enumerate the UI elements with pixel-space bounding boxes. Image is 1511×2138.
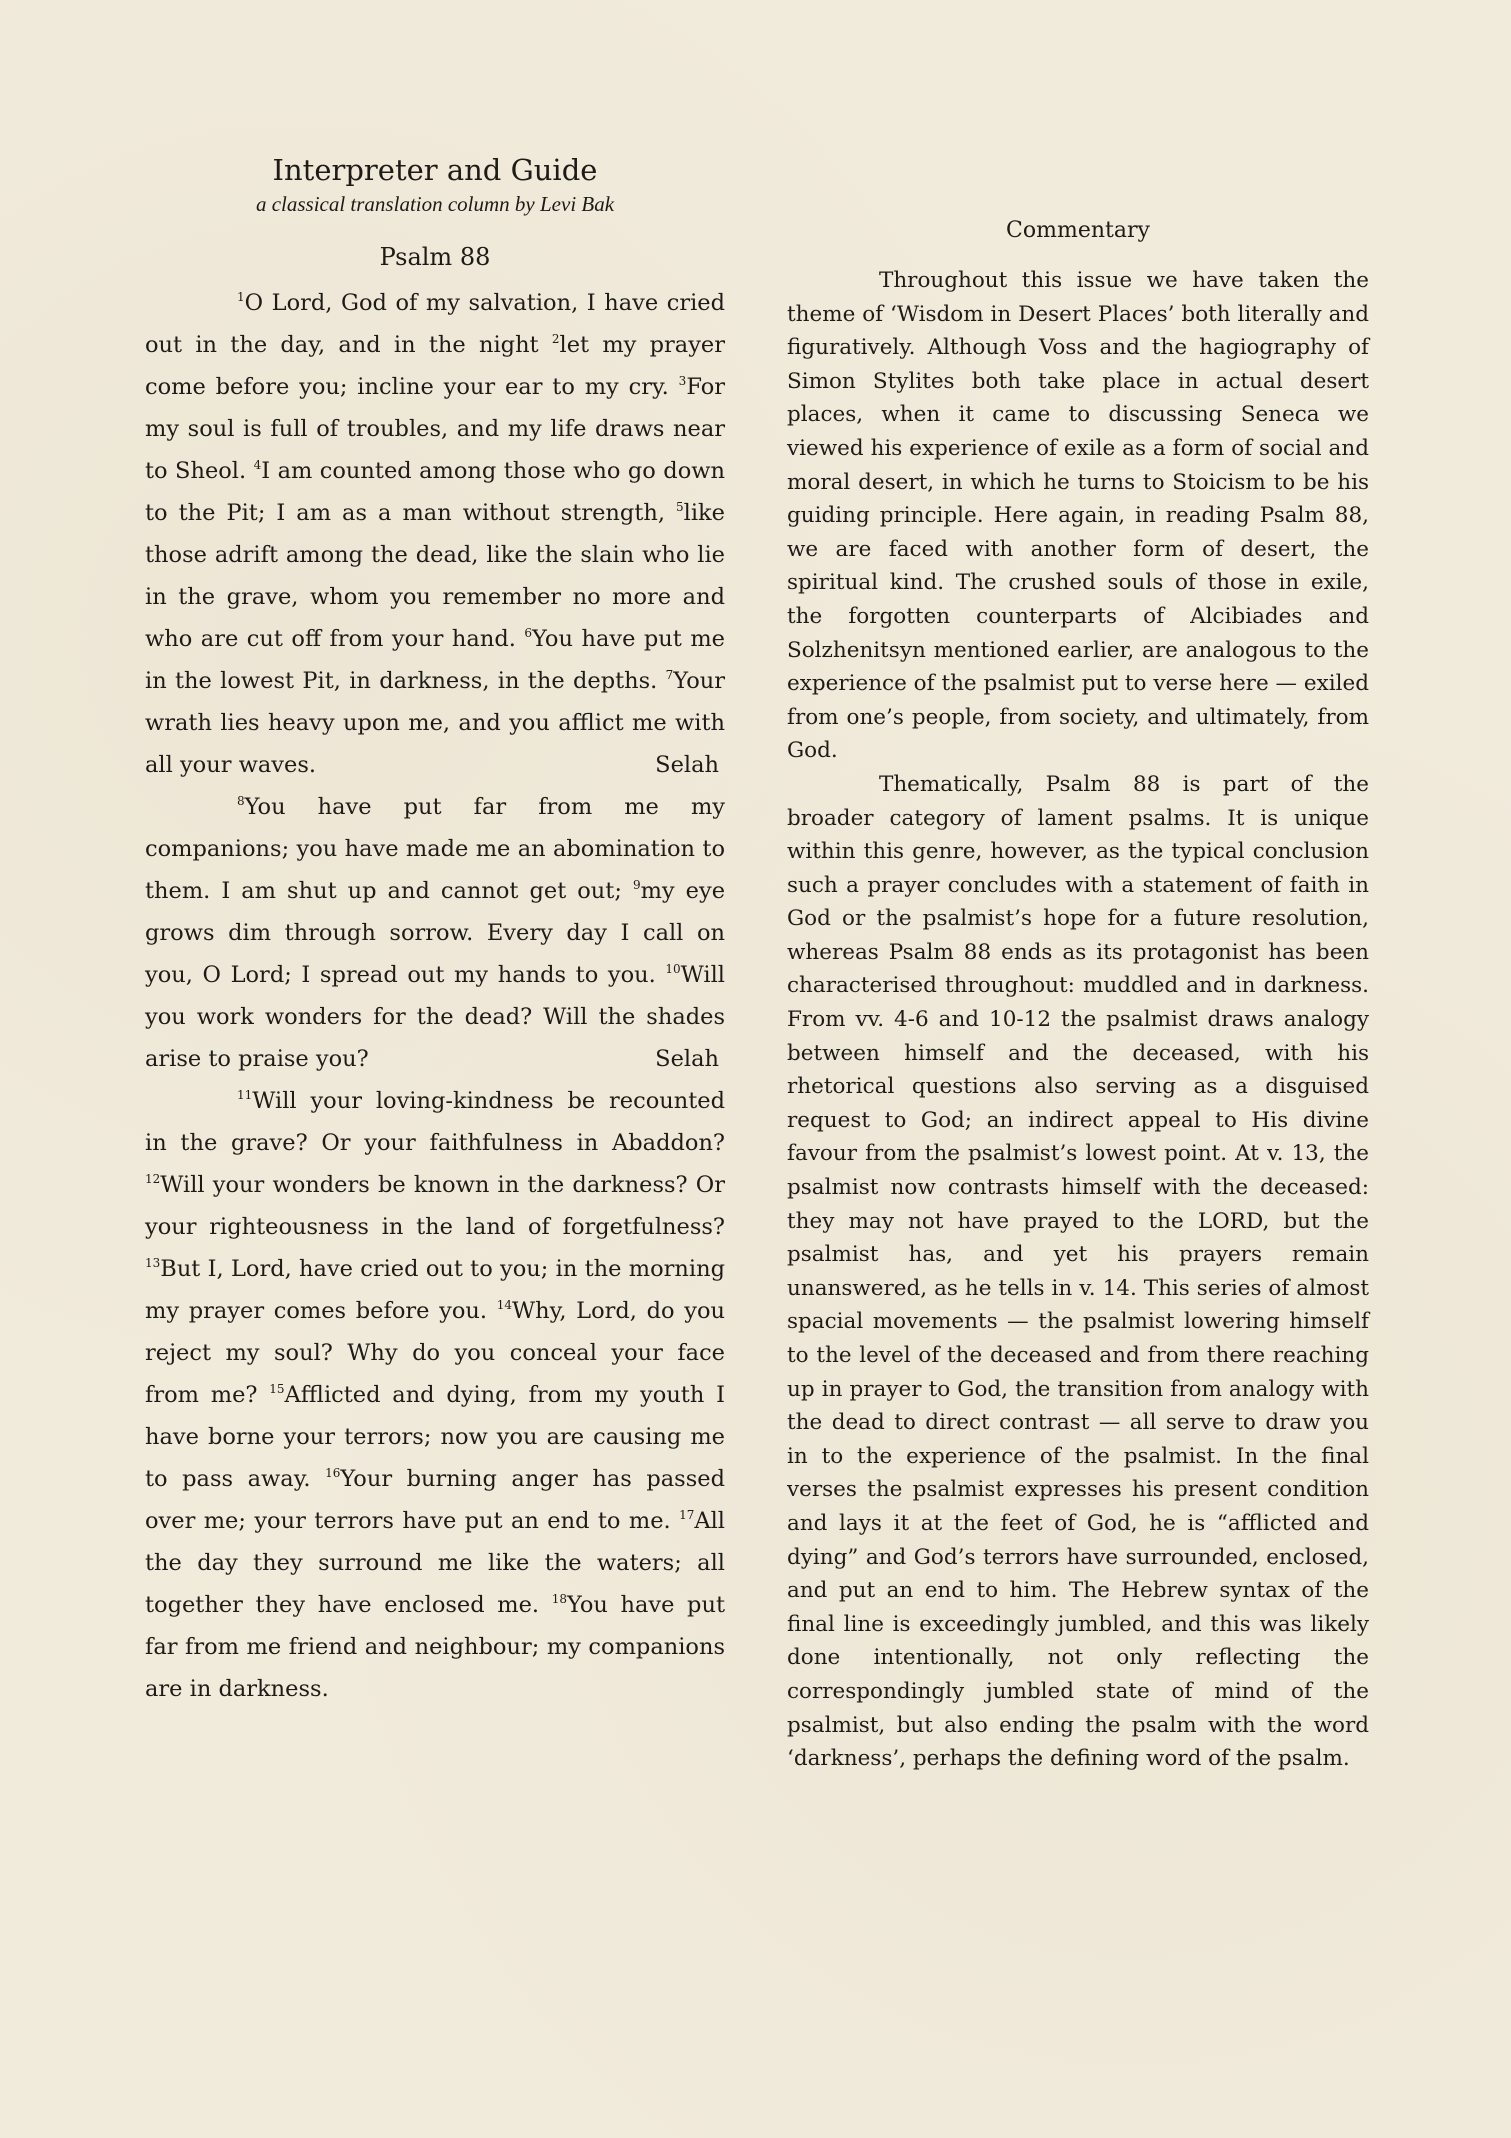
right-column — [787, 216, 1369, 1776]
psalm-stanza-2 — [145, 786, 725, 1080]
commentary-text — [787, 264, 1369, 1776]
verse-number: 16 — [325, 1466, 341, 1480]
verse-number: 2 — [551, 332, 560, 346]
verse-number: 3 — [678, 374, 687, 388]
verse-number: 13 — [145, 1256, 161, 1270]
selah-marker: Selah — [655, 1046, 719, 1072]
commentary-paragraph-1: Throughout this issue we have taken the theme of ‘Wisdom in Desert Places’ both literally and figuratively. Although Voss and the hagiography of Simon Stylites both take place in actual desert places, when it came to discussing Seneca we viewed his experience of exile as a form of social and moral desert, in which he turns to Stoicism to be his guiding principle. Here again, in reading Psalm 88, we are faced with another form of desert, the spiritual kind. The crushed souls of those in exile, the forgotten counterparts of Alcibiades and Solzhenitsyn mentioned earlier, are analogous to the experience of the psalmist put to verse here — exiled from one’s people, from society, and ultimately, from God. — [787, 268, 1369, 764]
verse-13: But I, Lord, have cried out to you; in the morning my prayer comes before you. — [145, 1256, 725, 1324]
verse-5: like those adrift among the dead, like the slain who lie in the grave, whom you remember no more and who are cut off from your hand. — [145, 500, 725, 652]
verse-9: my eye grows dim through sorrow. Every day I call on you, O Lord; I spread out my hands to you. — [145, 878, 726, 988]
commentary-title: Commentary — [1006, 218, 1150, 243]
verse-15: Afflicted and dying, from my youth I have borne your terrors; now you are causing me to pass away. — [145, 1382, 725, 1492]
column-byline: a classical translation column by Levi Bak — [255, 192, 615, 216]
verse-number: 11 — [237, 1088, 253, 1102]
verse-16: Your burning anger has passed over me; your terrors have put an end to me. — [145, 1466, 725, 1534]
verse-number: 18 — [551, 1592, 567, 1606]
verse-4: I am counted among those who go down to the Pit; I am as a man without strength, — [145, 458, 725, 526]
verse-number: 14 — [496, 1298, 512, 1312]
verse-number: 7 — [665, 668, 674, 682]
commentary-paragraph-2: Thematically, Psalm 88 is part of the broader category of lament psalms. It is unique within this genre, however, as the typical conclusion such a prayer concludes with a statement of faith in God or the psalmist’s hope for a future resolution, whereas Psalm 88 ends as its protagonist has been characterised throughout: muddled and in darkness. From vv. 4-6 and 10-12 the psalmist draws analogy between himself and the deceased, with his rhetorical questions also serving as a disguised request to God; an indirect appeal to His divine favour from the psalmist’s lowest point. At v. 13, the psalmist now contrasts himself with the deceased: they may not have prayed to the LORD, but the psalmist has, and yet his prayers remain unanswered, as he tells in v. 14. This series of almost spacial movements — the psalmist lowering himself to the level of the deceased and from there reaching up in prayer to God, the transition from analogy with the dead to direct contrast — all serve to draw you in to the experience of the psalmist. In the final verses the psalmist expresses his present condition and lays it at the feet of God, he is “afflicted and dying” and God’s terrors have surrounded, enclosed, and put an end to him. The Hebrew syntax of the final line is exceedingly jumbled, and this was likely done intentionally, not only reflecting the correspondingly jumbled state of mind of the psalmist, but also ending the psalm with the word ‘darkness’, perhaps the defining word of the psalm. — [787, 771, 1369, 1772]
verse-3: For my soul is full of troubles, and my life draws near to Sheol. — [145, 374, 725, 484]
verse-1: O Lord, God of my salvation, I have cried out in the day, and in the night — [145, 290, 725, 358]
verse-10: Will you work wonders for the dead? Will the shades arise to praise you? — [145, 962, 725, 1072]
verse-number: 6 — [524, 626, 533, 640]
verse-number: 17 — [679, 1508, 695, 1522]
verse-number: 15 — [269, 1382, 285, 1396]
psalm-stanza-3 — [145, 1080, 725, 1710]
verse-7: Your wrath lies heavy upon me, and you afflict me with all your waves. — [145, 668, 725, 778]
verse-11: Will your loving-kindness be recounted in the grave? Or your faithfulness in Abaddon? — [145, 1088, 725, 1156]
verse-number: 5 — [676, 500, 684, 514]
verse-number: 8 — [237, 794, 245, 808]
psalm-text — [145, 282, 725, 1710]
verse-number: 12 — [145, 1172, 161, 1186]
verse-number: 4 — [253, 458, 262, 472]
column-title: Interpreter and Guide — [272, 153, 598, 187]
selah-marker: Selah — [655, 752, 719, 778]
verse-8: You have put far from me my companions; you have made me an abomination to them. I am shut up and cannot get out; — [145, 794, 725, 904]
verse-6: You have put me in the lowest Pit, in darkness, in the depths. — [145, 626, 725, 694]
verse-12: Will your wonders be known in the darkness? Or your righteousness in the land of forgetfulness? — [145, 1172, 725, 1240]
verse-number: 1 — [237, 290, 245, 304]
verse-14: Why, Lord, do you reject my soul? Why do you conceal your face from me? — [145, 1298, 725, 1408]
psalm-title: Psalm 88 — [379, 243, 491, 271]
psalm-stanza-1 — [145, 282, 725, 786]
verse-18: You have put far from me friend and neighbour; my companions are in darkness. — [145, 1592, 725, 1702]
left-column — [145, 150, 725, 1710]
verse-number: 9 — [632, 878, 641, 892]
verse-2: let my prayer come before you; incline your ear to my cry. — [145, 332, 725, 400]
verse-17: All the day they surround me like the waters; all together they have enclosed me. — [145, 1508, 725, 1618]
verse-number: 10 — [665, 962, 681, 976]
